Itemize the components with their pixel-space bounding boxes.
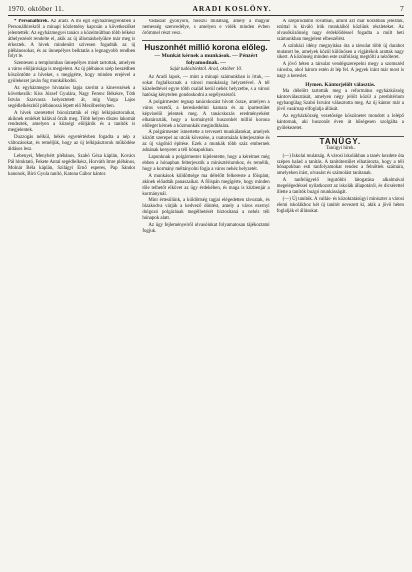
newspaper-title: ARADI KOSLÖNY. <box>192 4 272 13</box>
column-3 <box>277 19 404 571</box>
article-paragraph: (—) Új tanítók. A vallás- és közoktatásügyi miniszter a városi elemi iskolákhoz két új tanítót nevezett ki, akik a jövő héten foglalják el állásukat. <box>276 196 404 214</box>
section-subheading: Tanügyi hírek. <box>325 145 355 151</box>
article-paragraph: A hivek szeretettel búcsúztatták el régi lelkipásztoraikat, akiknek emlékét hálával őrzik meg. Több helyen díszes lakomát rendeztek, amelyen a községi elöljárók és a tanítók is megjelentek. <box>8 110 136 134</box>
page-number: 7 <box>400 4 404 13</box>
article-dateline: Saját tudósítónktól. Arad, október 10. <box>169 67 243 73</box>
article-paragraph: Lapunknak a polgármester kijelentette, hogy a kérelmet még ebben a hónapban felterjesztik a minisztériumhoz, és remélik, hogy a kormány méltányolni fogja a város nehéz helyzetét. <box>142 155 270 172</box>
article-paragraph: A polgármester tegnap tanácskozást hívott össze, amelyen a város vezetői, a kereskedelmi kamara és az ipartestület képviselői jelentek meg. A tanácskozás eredményeként elhatározták, hogy a kormánytól huszonhét millió korona előleget kérnek a közmunkák megindítására. <box>142 99 270 129</box>
article-paragraph: Az Aradi lapok, — mint a minapi számunkban is írtuk, — sokat foglalkoznak a városi munkásság helyzetével. A tél közeledtével egyre több család kerül nehéz helyzetbe, s a városi hatóság kénytelen gondoskodni a segélyezésről. <box>142 75 270 99</box>
article-lead: * Personalhirek. <box>14 19 49 24</box>
article-paragraph: Az egyházközség vezetősége köszönetet mondott a lelépő kántornak, aki huszonöt éven át hűségesen szolgálta a gyülekezetet. <box>276 114 404 131</box>
article-subhead: — Munkát kérnek a munkások. — Pénzért folyamodnak. — <box>154 53 258 66</box>
article-paragraph: Lebenyei, Menyhért plébános, Szabó Géza káplán, Kovács Pál hitoktató, Fekete Antal segédlelkész, Horváth Imre plébános, Molnár Béla káplán, Szilágyi Ernő esperes, Pap Sándor kanonok, Bíró Gyula tanító, Katona Gábor kántor. <box>8 153 136 177</box>
article-paragraph: Szentesen a templomban ünnepélyes misét tartottak, amelyen a város elöljárósága is megjelent. Az új plébános szép beszédben köszöntötte a híveket, s megígérte, hogy minden erejével a gyülekezet javán fog munkálkodni. <box>8 61 136 85</box>
article-paragraph: A munkások küldöttsége ma délelőtt felkereste a főispánt, akinek előadták panaszaikat. A főispán megígérte, hogy minden tőle telhetőt elkövet az ügy érdekében, és maga is közbenjár a kormánynál. <box>142 173 270 197</box>
column-2 <box>142 19 269 571</box>
article-paragraph: Ma délelőtt tartották meg a református egyházközség kántorválasztását, amelyen négy jelölt közül a presbitérium egyhangúlag Szabó Istvánt választotta meg. Az új kántor már a jövő vasárnap elfoglalja állását. <box>276 89 404 113</box>
article-paragraph: (—) Iskolai mulatság. A városi iskolákban a tanév kezdete óta szépen halad a tanítás. A tanítótestület elhatározta, hogy a téli hónapokban esti tanfolyamokat rendez a felnőttek számára, amelyeken írást, olvasást és számolást tanítanak. <box>276 153 404 177</box>
article-paragraph: * Personalhirek. Az aradi. A mi egri egyházmegyénkben a Personálhirekről a minapi közlemény kapcsán a következőket jelentették: Az egyházmegyei tanács a közelmúltban több lelkész áthelyezését rendelte el, akik az új állomáshelyükre már meg is érkeztek. A hivek mindenütt szívesen fogadták az új plébánosokat, és az ünnepélyes beiktatás a legnagyobb rendben folyt le. <box>8 19 136 60</box>
article-paragraph: A polgármester ismertette a tervezett munkálatokat, amelyek között szerepel az utcák kövezése, a csatornázás kiterjesztése és az új vágóhíd építése. Ezek a munkák több száz embernek adnának kenyeret a téli hónapokban. <box>142 130 270 154</box>
article-paragraph: A jövő héten a társulat vendégszerepelni megy a szomszéd városba, ahol három estén át lép fel. A jegyek iránt már most is nagy a kereslet. <box>276 62 404 80</box>
issue-date: 1970. október 11. <box>8 4 65 13</box>
article-paragraph: Duzzogás nélkül, békés egyetértésben fogadta a nép a változásokat, és reméljük, hogy az új lelkipásztorok működése áldásos lesz. <box>8 135 136 153</box>
article-paragraph: A tanfelügyelő legutóbbi látogatása alkalmával megelégedéssel nyilatkozott az iskolák állapotáról, és dicsérettel illette a tanítók buzgó munkásságát. <box>276 178 404 196</box>
article-paragraph: A szépirodalmi rovatban, amint azt már korábban jeleztük, ezúttal is kiváló írók munkáiból közlünk részleteket. Az olvasóközönség nagy érdeklődéssel fogadta a múlt heti számunkban megjelent elbeszélést. <box>276 19 404 42</box>
article-paragraph: Az ügy fejleményeiről olvasóinkat folyamatosan tájékoztatni fogjuk. <box>142 223 270 234</box>
section-heading-tanugy: TANÜGY. <box>277 136 404 145</box>
article-headline: Huszonhét millió korona előleg. <box>142 40 269 53</box>
article-paragraph: Az egyházmegye hivatalos lapja szerint a kinevezések a következők: Kiss József Gyulára, Nagy Ferenc Békésre, Tóth István Szarvasra helyeztetett át, míg Varga Lajos segédlelkészből plébánossá lépett elő Mezőberényben. <box>8 85 136 109</box>
masthead <box>8 4 404 16</box>
columns <box>8 19 404 571</box>
article-sidehead: Hymen. Kántorjelölt választás. <box>305 82 376 89</box>
column-1 <box>8 19 135 571</box>
article-paragraph: Vadászat gyönyörű, hosszú mulatság, amely a magyar nemesség szenvedélye, s amelyen e vidék minden évben örömmel részt vesz. <box>142 19 270 36</box>
article-paragraph: Mint értesülünk, a küldöttség tagjai elégedetten távoztak, és bizakodva várják a kedvező döntést, amely a város ezernyi dolgozó polgárának megélhetését biztosítaná a nehéz téli hónapok alatt. <box>142 198 270 222</box>
article-paragraph: A színházi idény megnyitása óta a társulat több új darabot mutatott be, amelyek közül különösen a vígjátékok arattak nagy sikert. A közönség minden este zsúfolásig megtölti a nézőteret. <box>276 43 404 61</box>
